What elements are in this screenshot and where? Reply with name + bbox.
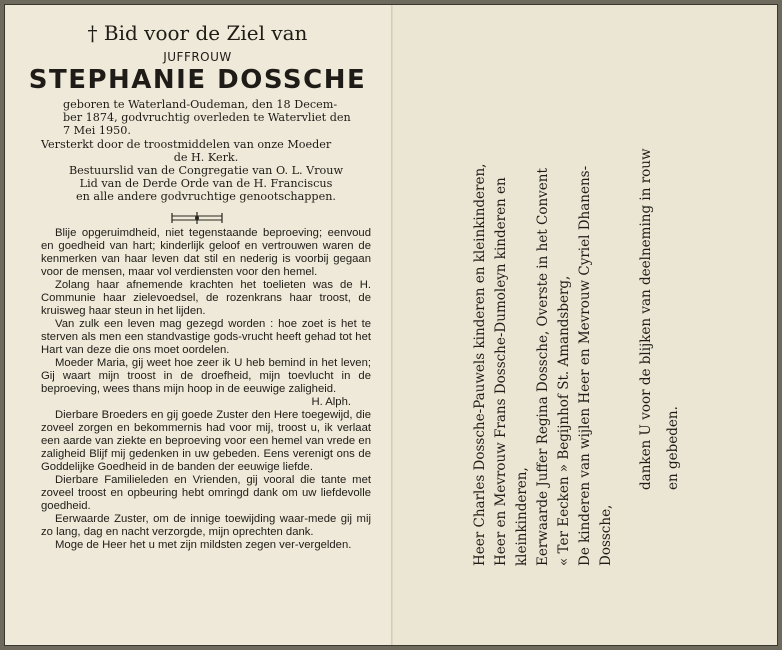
eulogy-paragraph: Moeder Maria, gij weet hoe zeer ik U heb bemind in het leven; Gij waart mijn troost in de droefheid, mijn toevlucht in de beproeving, wees thans mijn hoop in de eeuwige zaligheid. bbox=[41, 357, 371, 395]
deceased-name: STEPHANIE DOSSCHE bbox=[28, 65, 367, 95]
eulogy-paragraph: Zolang haar afnemende krachten het toelieten was de H. Communie haar zielevoedsel, de rozenkrans haar troost, de kruisweg haar steun in het lijden. bbox=[41, 279, 371, 317]
biography-block bbox=[41, 98, 371, 204]
eulogy-text bbox=[41, 227, 371, 552]
family-list bbox=[470, 164, 617, 566]
bio-line: Versterkt door de troostmiddelen van onze Moeder bbox=[41, 137, 332, 151]
bio-line: ber 1874, godvruchtig overleden te Watervliet den bbox=[63, 111, 351, 125]
eulogy-paragraph: Dierbare Broeders en gij goede Zuster den Here toegewijd, die zoveel zorgen en bekommernis had voor mij, troost u, ik verlaat een aarde van ziekte en beproeving voor een hemel van vrede en zaligheid Blijf mij gedenken in uw gebeden. Eens verenigt ons de Goddelijke Goedheid in de banden der eeuwige liefde. bbox=[41, 409, 371, 473]
thanks-message bbox=[633, 148, 687, 490]
eulogy-paragraph: Moge de Heer het u met zijn mildsten zegen ver-vergelden. bbox=[55, 539, 352, 551]
bio-line: Bestuurslid van de Congregatie van O. L. Vrouw bbox=[68, 164, 344, 178]
eulogy-paragraph: Van zulk een leven mag gezegd worden : hoe zoet is het te sterven als men een standvastige gods-vrucht heeft gehad tot het Hart van deze die ons moet oordelen. bbox=[41, 318, 371, 356]
bio-line: Lid van de Derde Orde van de H. Franciscus bbox=[79, 177, 333, 191]
eulogy-paragraph: Dierbare Familieleden en Vrienden, gij vooral die tante met zoveel troost en opbeuring hebt omringd dank om uw liefdevolle goedheid. bbox=[41, 474, 371, 512]
left-panel bbox=[5, 5, 390, 645]
bio-line: en alle andere godvruchtige genootschappen. bbox=[76, 190, 336, 204]
bio-line: 7 Mei 1950. bbox=[63, 124, 131, 138]
thanks-line: danken U voor de blijken van deelneming in rouw bbox=[638, 148, 654, 490]
family-line: Heer Charles Dossche-Pauwels kinderen en kleinkinderen, bbox=[472, 163, 488, 566]
family-line: De kinderen van wijlen Heer en Mevrouw Cyriel Dhanens- bbox=[577, 165, 593, 566]
family-line: Eerwaarde Juffer Regina Dossche, Overste in het Convent bbox=[535, 168, 551, 566]
eulogy-paragraph: Eerwaarde Zuster, om de innige toewijding waar-mede gij mij zo lang, dag en nacht verzorgde, mijn oprechten dank. bbox=[41, 513, 371, 538]
quote-signature: H. Alph. bbox=[311, 396, 351, 408]
thanks-line: en gebeden. bbox=[665, 406, 681, 490]
family-line: Heer en Mevrouw Frans Dossche-Dumoleyn kinderen en bbox=[493, 177, 509, 566]
ornament-divider-icon bbox=[170, 212, 224, 224]
family-line: kleinkinderen, bbox=[514, 467, 530, 566]
bio-line: geboren te Waterland-Oudeman, den 18 Decem- bbox=[63, 98, 338, 111]
prayer-heading: † Bid voor de Ziel van bbox=[87, 21, 308, 45]
eulogy-paragraph: Blije opgeruimdheid, niet tegenstaande beproeving; eenvoud en goedheid van hart; kinderlijk geloof en vertrouwen waren de kenmerken van haar leven dat stil en nederig is voorbij gegaan voor de mensen, maar vol verdiensten voor den hemel. bbox=[41, 227, 371, 278]
family-line: « Ter Eecken » Begijnhof St. Amandsberg, bbox=[556, 275, 572, 566]
title-label: JUFFROUW bbox=[163, 50, 232, 64]
bio-line: de H. Kerk. bbox=[173, 150, 239, 164]
family-line: Dossche, bbox=[598, 504, 614, 566]
